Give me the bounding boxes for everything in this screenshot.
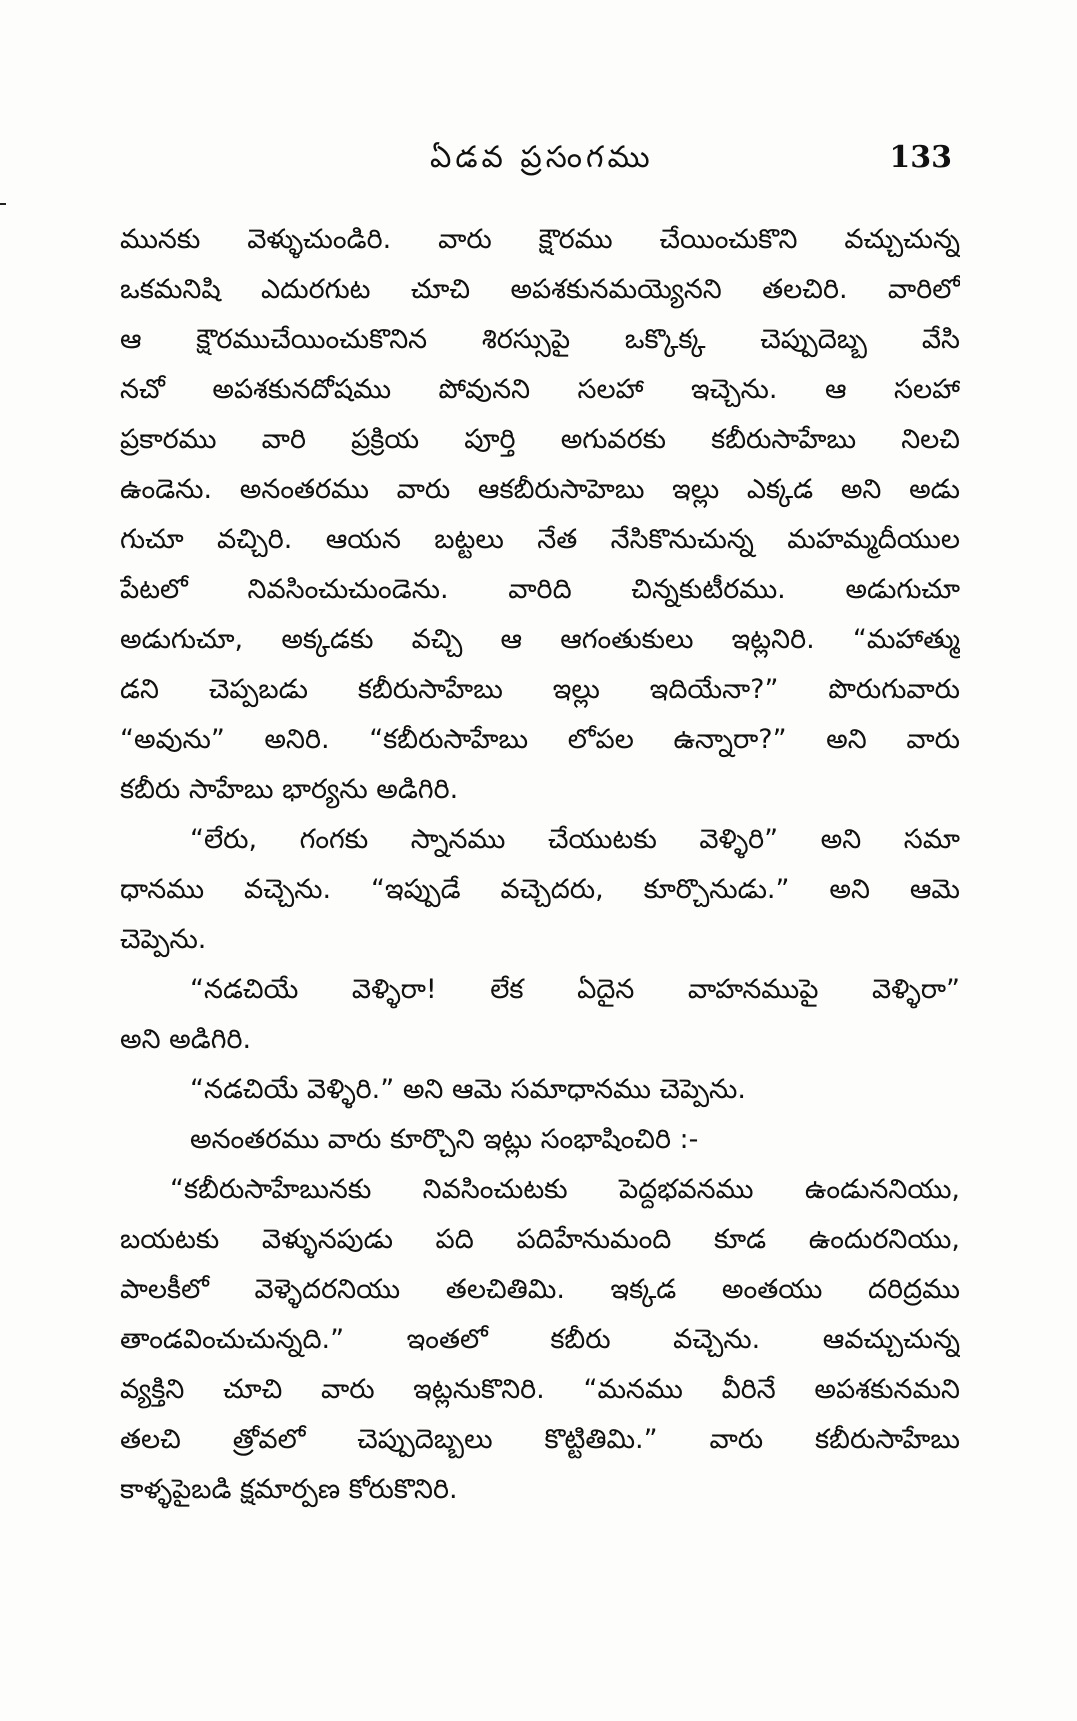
text-line: బయటకు వెళ్ళునపుడు పది పదిహేనుమంది కూడ ఉందురనియు, — [120, 1224, 960, 1255]
text-line: “అవును” అనిరి. “కబీరుసాహేబు లోపల ఉన్నారా?” అని వారు — [120, 724, 960, 755]
text-line: నచో అపశకునదోషము పోవునని సలహా ఇచ్చెను. ఆ సలహా — [120, 374, 960, 405]
page-header — [120, 140, 960, 184]
text-line: పేటలో నివసించుచుండెను. వారిది చిన్నకుటీరము. అడుగుచూ — [120, 574, 960, 605]
text-line: తలచి త్రోవలో చెప్పుదెబ్బలు కొట్టితిమి.” వారు కబీరుసాహేబు — [120, 1424, 960, 1455]
margin-mark — [0, 203, 6, 205]
text-line: ప్రకారము వారి ప్రక్రియ పూర్తి అగువరకు కబీరుసాహేబు నిలచి — [120, 424, 960, 455]
text-line: ఆ క్షౌరముచేయించుకొనిన శిరస్సుపై ఒక్కొక్క చెప్పుదెబ్బ వేసి — [120, 324, 960, 355]
text-line: అనంతరము వారు కూర్చొని ఇట్లు సంభాషించిరి :- — [190, 1124, 699, 1155]
text-line: గుచూ వచ్చిరి. ఆయన బట్టలు నేత నేసికొనుచున్న మహమ్మదీయుల — [120, 524, 960, 555]
text-line: కబీరు సాహేబు భార్యను అడిగిరి. — [120, 774, 459, 805]
text-line: తాండవించుచున్నది.” ఇంతలో కబీరు వచ్చెను. ఆవచ్చుచున్న — [120, 1324, 960, 1355]
text-line: అడుగుచూ, అక్కడకు వచ్చి ఆ ఆగంతుకులు ఇట్లనిరి. “మహాత్ము — [120, 624, 960, 655]
text-line: ధానము వచ్చెను. “ఇప్పుడే వచ్చెదరు, కూర్చొనుడు.” అని ఆమె — [120, 874, 960, 905]
text-line: చెప్పెను. — [120, 924, 207, 955]
text-line: “లేరు, గంగకు స్నానము చేయుటకు వెళ్ళిరి” అని సమా — [190, 824, 960, 855]
text-line: ఉండెను. అనంతరము వారు ఆకబీరుసాహెబు ఇల్లు ఎక్కడ అని అడు — [120, 474, 960, 505]
text-line: అని అడిగిరి. — [120, 1024, 252, 1055]
text-line: ఒకమనిషి ఎదురగుట చూచి అపశకునమయ్యెనని తలచిరి. వారిలో — [120, 274, 960, 305]
text-line: “కబీరుసాహేబునకు నివసించుటకు పెద్దభవనము ఉండుననియు, — [170, 1174, 960, 1205]
body-text — [120, 215, 960, 1515]
text-line: డని చెప్పబడు కబీరుసాహేబు ఇల్లు ఇదియేనా?” పొరుగువారు — [120, 674, 960, 705]
text-line: పాలకీలో వెళ్ళెదరనియు తలచితిమి. ఇక్కడ అంతయు దరిద్రము — [120, 1274, 960, 1305]
text-line: “నడచియే వెళ్ళిరా! లేక ఏదైన వాహనముపై వెళ్ళిరా” — [190, 974, 960, 1005]
text-line: మునకు వెళ్ళుచుండిరి. వారు క్షౌరము చేయించుకొని వచ్చుచున్న — [120, 224, 960, 255]
page-number: 133 — [889, 140, 952, 175]
text-line: “నడచియే వెళ్ళిరి.” అని ఆమె సమాధానము చెప్పెను. — [190, 1074, 746, 1105]
text-line: కాళ్ళపైబడి క్షమార్పణ కోరుకొనిరి. — [120, 1474, 458, 1505]
chapter-title: ఏడవ ప్రసంగము — [430, 140, 654, 175]
text-line: వ్యక్తిని చూచి వారు ఇట్లనుకొనిరి. “మనము వీరినే అపశకునమని — [120, 1374, 960, 1405]
